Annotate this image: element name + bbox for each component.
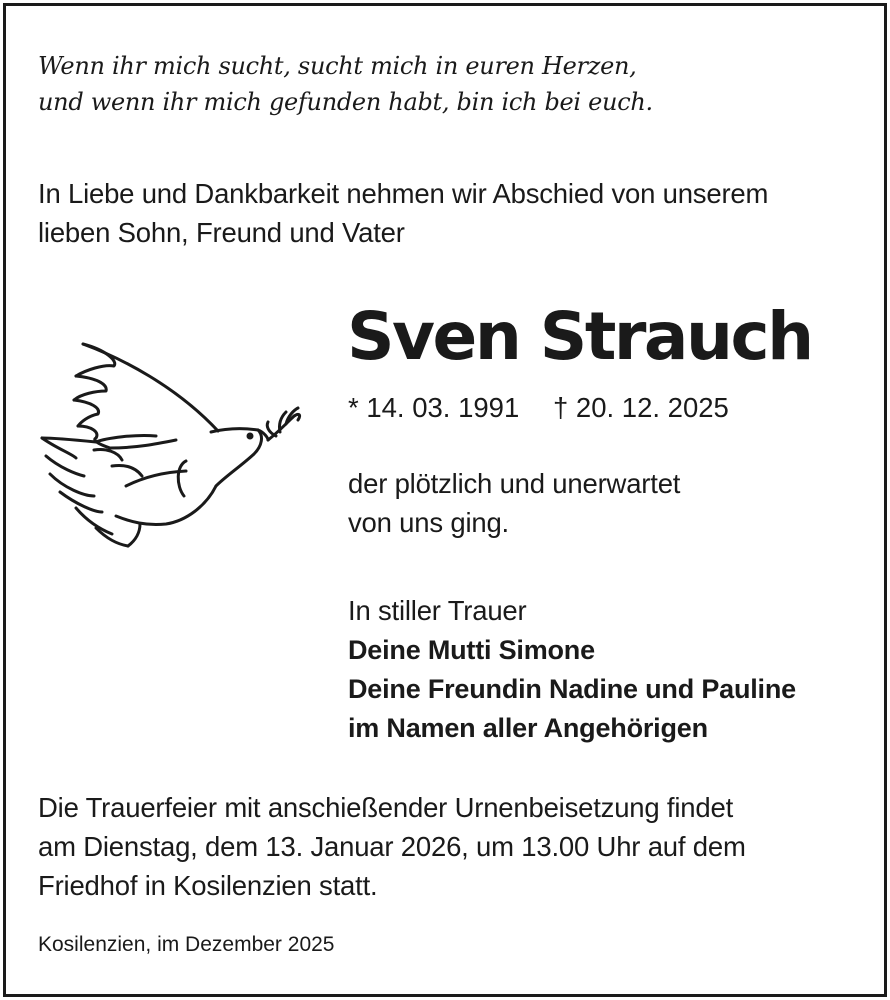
quote-line-2: und wenn ihr mich gefunden habt, bin ich bei euch. xyxy=(38,88,653,116)
deceased-name: Sven Strauch xyxy=(347,298,812,375)
service-line-3: Friedhof in Kosilenzien statt. xyxy=(38,870,378,901)
place-and-date: Kosilenzien, im Dezember 2025 xyxy=(38,933,335,956)
intro-line-2: lieben Sohn, Freund und Vater xyxy=(38,217,405,248)
dove-with-olive-branch-icon xyxy=(36,336,306,552)
mourner-name: Deine Mutti Simone xyxy=(348,635,595,665)
mourner-name: Deine Freundin Nadine und Pauline xyxy=(348,674,796,704)
service-line-1: Die Trauerfeier mit anschießender Urnenbeisetzung findet xyxy=(38,792,734,823)
death-date: † 20. 12. 2025 xyxy=(553,392,729,423)
quote-line-1: Wenn ihr mich sucht, sucht mich in euren Herzen, xyxy=(38,52,637,80)
intro-line-1: In Liebe und Dankbarkeit nehmen wir Abschied von unserem xyxy=(38,178,769,209)
circumstance-line-1: der plötzlich und unerwartet xyxy=(348,468,681,499)
circumstance-line-2: von uns ging. xyxy=(348,507,509,538)
mourner-name: im Namen aller Angehörigen xyxy=(348,713,708,743)
service-line-2: am Dienstag, dem 13. Januar 2026, um 13.00 Uhr auf dem xyxy=(38,831,746,862)
mourners-heading: In stiller Trauer xyxy=(348,595,527,626)
birth-date: * 14. 03. 1991 xyxy=(348,392,520,423)
